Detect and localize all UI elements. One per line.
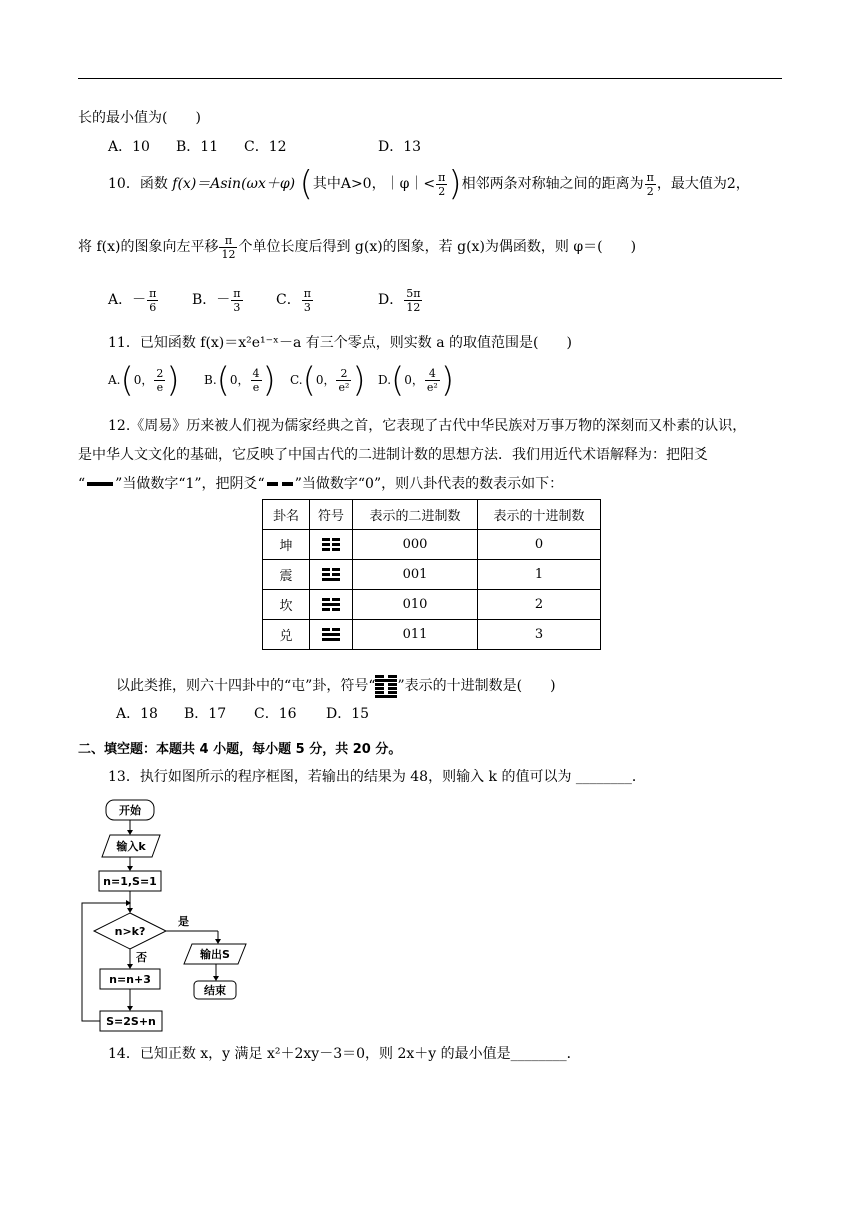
yin-line [322, 608, 340, 611]
yes-label: 是 [178, 915, 189, 928]
q10-line2b: 个单位长度后得到 g(x)的图象，若 g(x)为偶函数，则 φ＝( ) [238, 239, 637, 255]
start-label: 开始 [119, 804, 141, 817]
yin-line [322, 628, 340, 631]
output-label: 输出S [200, 948, 230, 961]
yang-line [322, 633, 340, 636]
q9-option-a: A．10 [108, 139, 150, 155]
fraction: $\frac{\pi}{2}$ [438, 170, 446, 198]
yang-line-icon [87, 482, 113, 486]
trigram-name: 震 [263, 560, 310, 590]
header-rule [78, 78, 782, 79]
fraction: $\frac{\pi}{2}$ [646, 170, 654, 198]
init-label: n=1,S=1 [103, 875, 157, 888]
q10-max: ，最大值为2， [656, 176, 750, 192]
q10-option-d: D． $\frac{5\pi}{12}$ [378, 286, 421, 314]
table-row [263, 530, 601, 560]
q12-line2: 是中华人文文化的基础，它反映了中国古代的二进制计数的思想方法．我们用近代术语解释为：把阳爻 [78, 447, 708, 463]
q10-line1 [108, 164, 750, 204]
input-label: 输入k [116, 840, 146, 853]
q12-option-c: C．16 [254, 706, 297, 722]
header-cell: 符号 [310, 500, 353, 530]
q9-tail: 长的最小值为( ) [78, 110, 201, 126]
hexagram-table [262, 499, 601, 650]
trigram-symbol-icon [310, 560, 353, 590]
trigram-lines [322, 626, 340, 643]
q13-text: 13．执行如图所示的程序框图，若输出的结果为 48，则输入 k 的值可以为 ________． [108, 769, 646, 785]
q11-option-a: A.(0， $\frac{2}{e}$ ) [108, 360, 180, 401]
q10-cond: 其中A>0，｜φ｜< [312, 176, 436, 192]
paren-left: ( [299, 164, 313, 204]
table-row [263, 590, 601, 620]
q14-text: 14．已知正数 x，y 满足 x²＋2xy－3＝0，则 2x＋y 的最小值是________． [108, 1046, 581, 1062]
trigram-name: 坤 [263, 530, 310, 560]
q11-text: 11．已知函数 f(x)＝x²e¹⁻ˣ－a 有三个零点，则实数 a 的取值范围是( ) [108, 335, 572, 351]
yin-line [322, 598, 340, 601]
q10-num: 10．函数 [108, 176, 168, 192]
section-heading: 二、填空题：本题共 4 小题，每小题 5 分，共 20 分。 [78, 742, 402, 757]
q9-option-b: B．11 [176, 139, 219, 155]
q10-option-c: C． $\frac{\pi}{3}$ [276, 286, 311, 314]
q12-option-d: D．15 [326, 706, 370, 722]
fraction: $\frac{\pi}{12}$ [221, 233, 236, 261]
header-cell: 表示的二进制数 [353, 500, 478, 530]
trigram-symbol-icon [310, 590, 353, 620]
yin-line [322, 568, 340, 571]
q12-after: 以此类推，则六十四卦中的“屯”卦，符号“ ”表示的十进制数是( ) [116, 666, 556, 706]
trigram-name: 坎 [263, 590, 310, 620]
yin-line [322, 538, 340, 541]
q10-line2a: 将 f(x)的图象向左平移 [78, 239, 219, 255]
q11-option-c: C.(0， $\frac{2}{\text{e²}}$ ) [290, 360, 366, 401]
q11-option-d: D.(0， $\frac{4}{\text{e²}}$ ) [378, 360, 455, 401]
q12-line3: “ ”当做数字“1”，把阴爻“ ”当做数字“0”，则八卦代表的数表示如下： [78, 476, 564, 492]
decimal-value: 2 [478, 590, 601, 620]
step2-label: S=2S+n [106, 1015, 156, 1028]
q12-line1: 12.《周易》历来被人们视为儒家经典之首，它表现了古代中华民族对万事万物的深刻而又朴素的认识， [108, 418, 747, 434]
trigram-lines [322, 566, 340, 583]
q9-option-d: D．13 [378, 139, 422, 155]
header-cell: 卦名 [263, 500, 310, 530]
q11-option-b: B.(0， $\frac{4}{e}$ ) [204, 360, 276, 401]
table-row [263, 620, 601, 650]
condition-label: n>k? [114, 925, 146, 938]
step1-label: n=n+3 [109, 973, 151, 986]
q10-func: f(x)＝Asin(ωx＋φ) [172, 176, 296, 192]
binary-value: 001 [353, 560, 478, 590]
yin-line [322, 548, 340, 551]
yin-line [322, 573, 340, 576]
yang-line [322, 603, 340, 606]
flowchart [70, 798, 270, 1034]
trigram-symbol-icon [310, 530, 353, 560]
yin-line-icon [267, 482, 293, 486]
q9-option-c: C．12 [244, 139, 287, 155]
table-row [263, 560, 601, 590]
q12-option-b: B．17 [184, 706, 227, 722]
decimal-value: 1 [478, 560, 601, 590]
yang-line [322, 638, 340, 641]
zhun-hexagram-icon [375, 674, 397, 699]
trigram-name: 兑 [263, 620, 310, 650]
decimal-value: 3 [478, 620, 601, 650]
trigram-symbol-icon [310, 620, 353, 650]
binary-value: 000 [353, 530, 478, 560]
end-label: 结束 [204, 984, 226, 997]
header-cell: 表示的十进制数 [478, 500, 601, 530]
q12-option-a: A．18 [116, 706, 158, 722]
q10-line2 [78, 230, 636, 264]
q10-option-a: A．－ $\frac{\pi}{6}$ [108, 286, 157, 314]
decimal-value: 0 [478, 530, 601, 560]
trigram-lines [322, 536, 340, 553]
yin-line [322, 543, 340, 546]
table-header-row [263, 500, 601, 530]
q10-option-b: B．－ $\frac{\pi}{3}$ [192, 286, 241, 314]
paren-right: ) [448, 164, 462, 204]
no-label: 否 [136, 951, 147, 964]
binary-value: 011 [353, 620, 478, 650]
binary-value: 010 [353, 590, 478, 620]
yang-line [322, 578, 340, 581]
q10-mid: 相邻两条对称轴之间的距离为 [461, 176, 644, 192]
trigram-lines [322, 596, 340, 613]
